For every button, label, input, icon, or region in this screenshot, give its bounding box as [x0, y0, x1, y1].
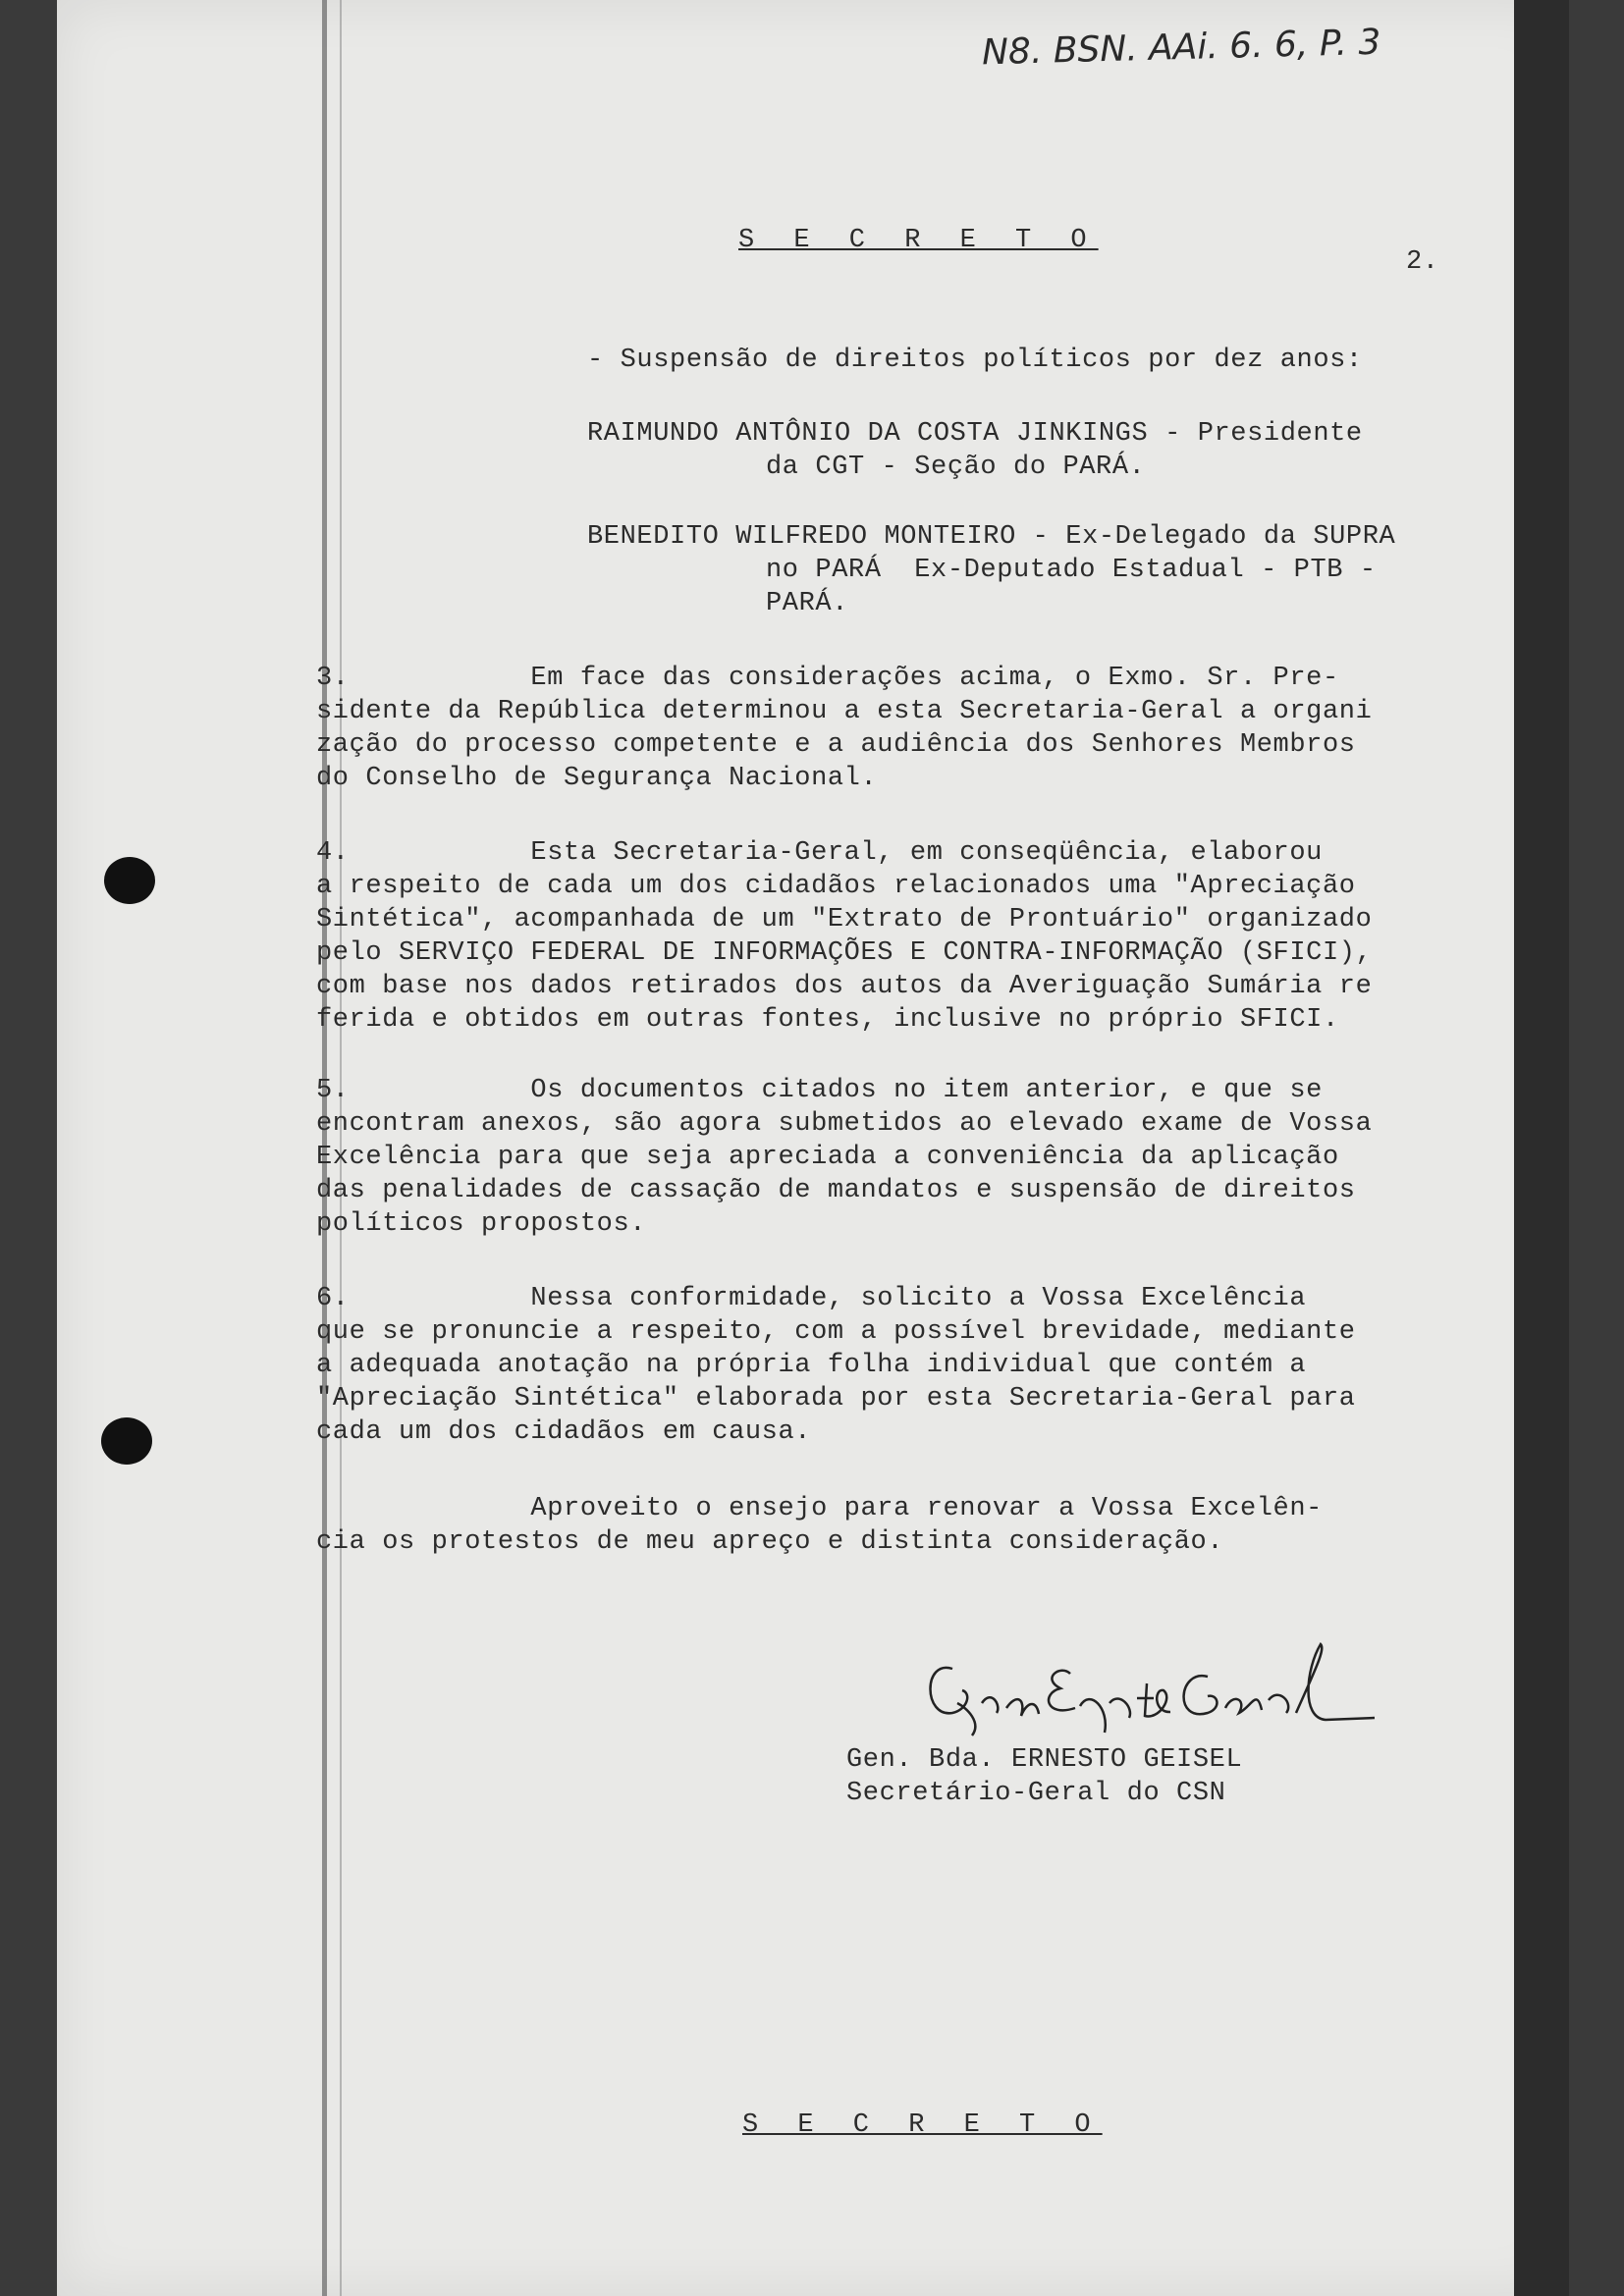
signatory-name: Gen. Bda. ERNESTO GEISEL: [846, 1745, 1243, 1775]
punch-hole-icon: [104, 857, 155, 904]
text-line: Excelência para que seja apreciada a conveniência da aplicação: [316, 1143, 1339, 1172]
text-line: políticos propostos.: [316, 1209, 647, 1239]
suspension-heading: - Suspensão de direitos políticos por dez anos:: [587, 346, 1363, 375]
text-line: pelo SERVIÇO FEDERAL DE INFORMAÇÕES E CONTRA-INFORMAÇÃO (SFICI),: [316, 938, 1373, 968]
text-line: cada um dos cidadãos em causa.: [316, 1417, 812, 1447]
text-line: "Apreciação Sintética" elaborada por esta Secretaria-Geral para: [316, 1384, 1356, 1414]
page-edge-shadow: [1514, 0, 1569, 2296]
text-line: 5. Os documentos citados no item anterior, e que se: [316, 1076, 1323, 1105]
text-line: Aproveito o ensejo para renovar a Vossa Excelên-: [316, 1494, 1323, 1523]
punch-hole-icon: [101, 1417, 152, 1465]
classification-top: S E C R E T O: [738, 226, 1099, 255]
text-line: do Conselho de Segurança Nacional.: [316, 764, 878, 793]
text-line: 4. Esta Secretaria-Geral, em conseqüência, elaborou: [316, 838, 1323, 868]
person2-line1: BENEDITO WILFREDO MONTEIRO - Ex-Delegado da SUPRA: [587, 522, 1396, 552]
text-line: sidente da República determinou a esta Secretaria-Geral a organi: [316, 697, 1373, 726]
text-line: ferida e obtidos em outras fontes, inclusive no próprio SFICI.: [316, 1005, 1339, 1035]
text-line: Sintética", acompanhada de um "Extrato de Prontuário" organizado: [316, 905, 1373, 934]
text-line: a adequada anotação na própria folha individual que contém a: [316, 1351, 1307, 1380]
text-line: a respeito de cada um dos cidadãos relacionados uma "Apreciação: [316, 872, 1356, 901]
person1-line1: RAIMUNDO ANTÔNIO DA COSTA JINKINGS - Presidente: [587, 419, 1363, 449]
person2-line2: no PARÁ Ex-Deputado Estadual - PTB -: [766, 556, 1377, 585]
text-line: 3. Em face das considerações acima, o Exmo. Sr. Pre-: [316, 664, 1339, 693]
text-line: das penalidades de cassação de mandatos e suspensão de direitos: [316, 1176, 1356, 1205]
text-line: cia os protestos de meu apreço e distinta consideração.: [316, 1527, 1224, 1557]
text-line: encontram anexos, são agora submetidos ao elevado exame de Vossa: [316, 1109, 1373, 1139]
page-number: 2.: [1406, 247, 1439, 277]
handwritten-signature: [913, 1629, 1384, 1747]
text-line: zação do processo competente e a audiência dos Senhores Membros: [316, 730, 1356, 760]
text-line: 6. Nessa conformidade, solicito a Vossa Excelência: [316, 1284, 1307, 1313]
text-line: que se pronuncie a respeito, com a possível brevidade, mediante: [316, 1317, 1356, 1347]
person2-line3: PARÁ.: [766, 589, 849, 618]
classification-bottom: S E C R E T O: [742, 2110, 1103, 2140]
signatory-title: Secretário-Geral do CSN: [846, 1779, 1226, 1808]
text-line: com base nos dados retirados dos autos da Averiguação Sumária re: [316, 972, 1373, 1001]
archive-reference: N8. BSN. AAi. 6. 6, P. 3: [981, 22, 1381, 74]
person1-line2: da CGT - Seção do PARÁ.: [766, 453, 1146, 482]
